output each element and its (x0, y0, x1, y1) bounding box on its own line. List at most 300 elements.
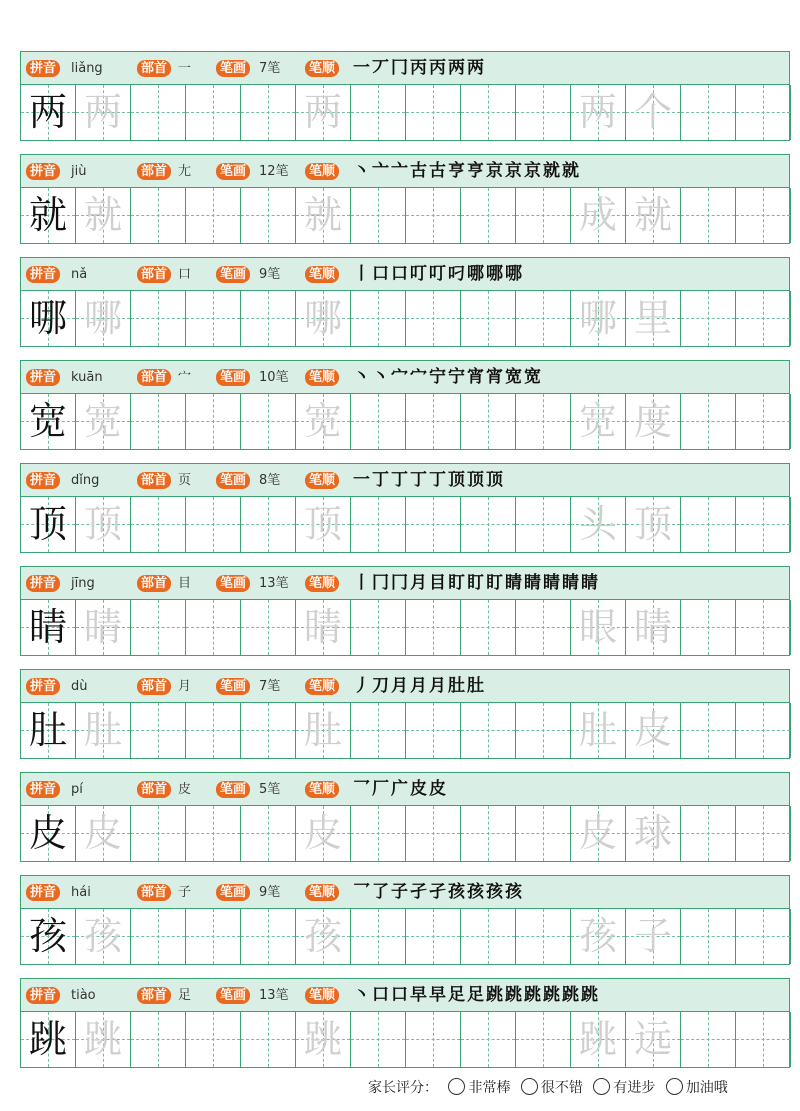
radio-circle-icon[interactable] (593, 1078, 610, 1095)
radical-value: 月 (178, 679, 192, 694)
writing-cell[interactable] (571, 806, 626, 861)
writing-cell[interactable] (461, 291, 516, 346)
writing-cell[interactable] (571, 188, 626, 243)
radical-tag: 部首 (137, 60, 171, 77)
model-character: 宽 (28, 399, 67, 443)
writing-cell[interactable] (736, 497, 791, 552)
writing-cell[interactable] (296, 188, 351, 243)
stroke-step: 肚 (448, 676, 467, 696)
stroke-step: 亠 (391, 161, 410, 181)
radical-tag: 部首 (137, 472, 171, 489)
stroke-step: 丶 (353, 161, 372, 181)
writing-cell[interactable] (131, 188, 186, 243)
stroke-order-tag: 笔顺 (305, 266, 339, 283)
trace-character: 头 (578, 502, 617, 546)
character-block (20, 360, 790, 463)
stroke-order-tag: 笔顺 (305, 472, 339, 489)
stroke-order-sequence (353, 468, 505, 492)
writing-cell[interactable] (186, 703, 241, 758)
writing-cell[interactable] (461, 600, 516, 655)
writing-grid (20, 393, 790, 450)
character-info-header (20, 154, 790, 187)
writing-cell[interactable] (571, 497, 626, 552)
writing-cell[interactable] (21, 291, 76, 346)
writing-cell[interactable] (516, 291, 571, 346)
writing-cell[interactable] (241, 1012, 296, 1067)
writing-cell[interactable] (296, 600, 351, 655)
writing-cell[interactable] (571, 600, 626, 655)
pinyin-value: liǎng (71, 61, 103, 76)
writing-cell[interactable] (406, 600, 461, 655)
character-info-header (20, 360, 790, 393)
writing-cell[interactable] (626, 909, 681, 964)
writing-cell[interactable] (21, 600, 76, 655)
model-character: 顶 (28, 502, 67, 546)
trace-character: 跳 (303, 1017, 342, 1061)
writing-cell[interactable] (461, 909, 516, 964)
writing-cell[interactable] (241, 85, 296, 140)
stroke-step: 冂 (372, 573, 391, 593)
writing-cell[interactable] (21, 85, 76, 140)
character-block (20, 669, 790, 772)
writing-cell[interactable] (186, 909, 241, 964)
stroke-step: 睛 (562, 573, 581, 593)
radical-value: 一 (178, 61, 192, 76)
writing-cell[interactable] (296, 1012, 351, 1067)
writing-cell[interactable] (76, 394, 131, 449)
trace-character: 度 (633, 399, 672, 443)
stroke-order-tag: 笔顺 (305, 60, 339, 77)
pinyin-tag: 拼音 (26, 472, 60, 489)
writing-cell[interactable] (681, 1012, 736, 1067)
writing-cell[interactable] (571, 703, 626, 758)
writing-cell[interactable] (626, 85, 681, 140)
writing-cell[interactable] (406, 806, 461, 861)
writing-cell[interactable] (736, 600, 791, 655)
writing-cell[interactable] (516, 703, 571, 758)
trace-character: 皮 (578, 811, 617, 855)
stroke-step: 口 (391, 985, 410, 1005)
stroke-order-tag: 笔顺 (305, 369, 339, 386)
trace-character: 就 (303, 193, 342, 237)
stroke-step: 跳 (543, 985, 562, 1005)
writing-cell[interactable] (406, 1012, 461, 1067)
trace-character: 就 (633, 193, 672, 237)
writing-cell[interactable] (681, 85, 736, 140)
writing-cell[interactable] (571, 1012, 626, 1067)
writing-cell[interactable] (571, 85, 626, 140)
writing-cell[interactable] (241, 600, 296, 655)
writing-cell[interactable] (186, 497, 241, 552)
stroke-step: 宁 (448, 367, 467, 387)
stroke-count-value: 13笔 (259, 988, 289, 1003)
writing-cell[interactable] (626, 1012, 681, 1067)
character-info-header (20, 875, 790, 908)
writing-cell[interactable] (186, 806, 241, 861)
writing-grid (20, 187, 790, 244)
writing-cell[interactable] (571, 394, 626, 449)
stroke-order-sequence (353, 983, 600, 1007)
writing-cell[interactable] (241, 291, 296, 346)
writing-cell[interactable] (516, 909, 571, 964)
writing-cell[interactable] (681, 188, 736, 243)
writing-cell[interactable] (626, 188, 681, 243)
pinyin-tag: 拼音 (26, 781, 60, 798)
trace-character: 个 (633, 90, 672, 134)
stroke-step: 盯 (448, 573, 467, 593)
stroke-step: 孩 (448, 882, 467, 902)
writing-cell[interactable] (296, 806, 351, 861)
writing-cell[interactable] (186, 394, 241, 449)
radical-tag: 部首 (137, 987, 171, 1004)
trace-character: 里 (633, 296, 672, 340)
writing-grid (20, 290, 790, 347)
writing-grid (20, 599, 790, 656)
model-character: 就 (28, 193, 67, 237)
writing-cell[interactable] (131, 394, 186, 449)
writing-cell[interactable] (626, 497, 681, 552)
writing-cell[interactable] (241, 497, 296, 552)
stroke-order-sequence (353, 159, 581, 183)
writing-cell[interactable] (626, 703, 681, 758)
writing-cell[interactable] (516, 85, 571, 140)
writing-cell[interactable] (296, 497, 351, 552)
stroke-step: 宽 (505, 367, 524, 387)
character-info-header (20, 463, 790, 496)
stroke-step: 叮 (429, 264, 448, 284)
pinyin-tag: 拼音 (26, 266, 60, 283)
writing-cell[interactable] (186, 188, 241, 243)
trace-character: 皮 (83, 811, 122, 855)
radical-tag: 部首 (137, 575, 171, 592)
stroke-step: 早 (429, 985, 448, 1005)
writing-cell[interactable] (461, 85, 516, 140)
writing-cell[interactable] (736, 291, 791, 346)
writing-cell[interactable] (76, 188, 131, 243)
writing-cell[interactable] (351, 85, 406, 140)
writing-cell[interactable] (76, 703, 131, 758)
writing-grid (20, 496, 790, 553)
stroke-step: 就 (543, 161, 562, 181)
writing-cell[interactable] (736, 1012, 791, 1067)
writing-cell[interactable] (21, 188, 76, 243)
writing-cell[interactable] (681, 600, 736, 655)
stroke-count-value: 8笔 (259, 473, 281, 488)
pinyin-tag: 拼音 (26, 884, 60, 901)
trace-character: 就 (83, 193, 122, 237)
writing-cell[interactable] (186, 291, 241, 346)
writing-cell[interactable] (516, 600, 571, 655)
radical-tag: 部首 (137, 884, 171, 901)
writing-cell[interactable] (186, 600, 241, 655)
writing-cell[interactable] (516, 394, 571, 449)
writing-cell[interactable] (626, 394, 681, 449)
writing-cell[interactable] (296, 291, 351, 346)
writing-cell[interactable] (131, 806, 186, 861)
radical-value: 页 (178, 473, 192, 488)
writing-cell[interactable] (626, 806, 681, 861)
parent-rating (368, 1077, 728, 1097)
character-block (20, 463, 790, 566)
writing-cell[interactable] (296, 85, 351, 140)
stroke-step: 了 (372, 882, 391, 902)
trace-character: 两 (578, 90, 617, 134)
stroke-step: 口 (391, 264, 410, 284)
character-info-header (20, 772, 790, 805)
character-block (20, 772, 790, 875)
writing-cell[interactable] (76, 497, 131, 552)
stroke-step: 月 (391, 676, 410, 696)
writing-cell[interactable] (736, 806, 791, 861)
trace-character: 眼 (578, 605, 617, 649)
writing-cell[interactable] (571, 909, 626, 964)
stroke-step: 乛 (353, 779, 372, 799)
trace-character: 宽 (83, 399, 122, 443)
writing-cell[interactable] (736, 703, 791, 758)
writing-cell[interactable] (516, 497, 571, 552)
trace-character: 宽 (303, 399, 342, 443)
stroke-count-value: 13笔 (259, 576, 289, 591)
model-character: 皮 (28, 811, 67, 855)
worksheet (20, 51, 790, 1081)
stroke-step: 月 (429, 676, 448, 696)
stroke-step: 丨 (353, 264, 372, 284)
stroke-step: 就 (562, 161, 581, 181)
model-character: 跳 (28, 1017, 67, 1061)
stroke-order-tag: 笔顺 (305, 987, 339, 1004)
pinyin-value: jiù (71, 164, 87, 179)
stroke-step: 冂 (391, 58, 410, 78)
stroke-step: 京 (524, 161, 543, 181)
writing-cell[interactable] (21, 909, 76, 964)
writing-cell[interactable] (351, 806, 406, 861)
stroke-order-sequence (353, 571, 600, 595)
stroke-order-sequence (353, 674, 486, 698)
writing-cell[interactable] (351, 909, 406, 964)
writing-cell[interactable] (131, 497, 186, 552)
character-block (20, 978, 790, 1081)
writing-cell[interactable] (131, 85, 186, 140)
rating-option-improving[interactable]: 有进步 (593, 1077, 655, 1097)
writing-cell[interactable] (351, 394, 406, 449)
writing-cell[interactable] (21, 497, 76, 552)
writing-cell[interactable] (76, 600, 131, 655)
character-block (20, 154, 790, 257)
stroke-step: 丁 (391, 470, 410, 490)
trace-character: 成 (578, 193, 617, 237)
writing-cell[interactable] (131, 600, 186, 655)
radio-circle-icon[interactable] (666, 1078, 683, 1095)
writing-cell[interactable] (21, 806, 76, 861)
stroke-step: 丁 (429, 470, 448, 490)
trace-character: 睛 (303, 605, 342, 649)
stroke-step: 一 (353, 58, 372, 78)
writing-cell[interactable] (241, 806, 296, 861)
rating-option-keep-going[interactable]: 加油哦 (666, 1077, 728, 1097)
trace-character: 睛 (83, 605, 122, 649)
trace-character: 两 (303, 90, 342, 134)
writing-cell[interactable] (351, 188, 406, 243)
rating-option-very-good[interactable]: 很不错 (521, 1077, 583, 1097)
writing-cell[interactable] (736, 909, 791, 964)
stroke-count-tag: 笔画 (216, 884, 250, 901)
writing-cell[interactable] (406, 188, 461, 243)
stroke-order-tag: 笔顺 (305, 884, 339, 901)
writing-cell[interactable] (516, 806, 571, 861)
writing-cell[interactable] (736, 394, 791, 449)
writing-cell[interactable] (461, 394, 516, 449)
writing-cell[interactable] (76, 806, 131, 861)
radio-circle-icon[interactable] (448, 1078, 465, 1095)
stroke-count-tag: 笔画 (216, 369, 250, 386)
trace-character: 宽 (578, 399, 617, 443)
writing-cell[interactable] (406, 909, 461, 964)
pinyin-tag: 拼音 (26, 987, 60, 1004)
pinyin-tag: 拼音 (26, 163, 60, 180)
stroke-step: 哪 (505, 264, 524, 284)
trace-character: 皮 (303, 811, 342, 855)
writing-cell[interactable] (626, 291, 681, 346)
stroke-step: 丨 (353, 573, 372, 593)
writing-cell[interactable] (406, 703, 461, 758)
writing-cell[interactable] (681, 497, 736, 552)
radio-circle-icon[interactable] (521, 1078, 538, 1095)
model-character: 肚 (28, 708, 67, 752)
writing-cell[interactable] (351, 497, 406, 552)
writing-cell[interactable] (681, 394, 736, 449)
stroke-step: 跳 (524, 985, 543, 1005)
radical-value: 子 (178, 885, 192, 900)
writing-cell[interactable] (76, 291, 131, 346)
stroke-step: 孑 (429, 882, 448, 902)
writing-cell[interactable] (626, 600, 681, 655)
writing-cell[interactable] (76, 85, 131, 140)
writing-cell[interactable] (296, 394, 351, 449)
stroke-step: 宵 (486, 367, 505, 387)
radical-tag: 部首 (137, 266, 171, 283)
writing-cell[interactable] (406, 85, 461, 140)
writing-cell[interactable] (351, 703, 406, 758)
pinyin-tag: 拼音 (26, 60, 60, 77)
trace-character: 跳 (578, 1017, 617, 1061)
rating-option-excellent[interactable]: 非常棒 (448, 1077, 510, 1097)
stroke-step: 丙 (429, 58, 448, 78)
writing-cell[interactable] (461, 497, 516, 552)
stroke-step: 睛 (581, 573, 600, 593)
writing-cell[interactable] (131, 1012, 186, 1067)
writing-cell[interactable] (736, 188, 791, 243)
pinyin-tag: 拼音 (26, 575, 60, 592)
trace-character: 顶 (303, 502, 342, 546)
writing-cell[interactable] (681, 806, 736, 861)
stroke-step: 皮 (429, 779, 448, 799)
writing-cell[interactable] (406, 291, 461, 346)
writing-cell[interactable] (681, 703, 736, 758)
writing-cell[interactable] (571, 291, 626, 346)
writing-cell[interactable] (76, 909, 131, 964)
writing-cell[interactable] (296, 703, 351, 758)
writing-cell[interactable] (241, 909, 296, 964)
writing-cell[interactable] (461, 703, 516, 758)
writing-cell[interactable] (131, 703, 186, 758)
trace-character: 肚 (578, 708, 617, 752)
writing-cell[interactable] (461, 1012, 516, 1067)
writing-cell[interactable] (131, 291, 186, 346)
writing-cell[interactable] (736, 85, 791, 140)
stroke-step: 京 (505, 161, 524, 181)
writing-cell[interactable] (461, 188, 516, 243)
pinyin-value: kuān (71, 370, 103, 385)
radical-value: 尢 (178, 164, 192, 179)
stroke-order-sequence (353, 56, 486, 80)
stroke-step: 亠 (372, 161, 391, 181)
stroke-count-tag: 笔画 (216, 472, 250, 489)
trace-character: 跳 (83, 1017, 122, 1061)
writing-cell[interactable] (681, 291, 736, 346)
stroke-step: 足 (467, 985, 486, 1005)
writing-cell[interactable] (21, 703, 76, 758)
writing-cell[interactable] (351, 291, 406, 346)
trace-character: 顶 (83, 502, 122, 546)
stroke-count-tag: 笔画 (216, 678, 250, 695)
stroke-step: 丙 (410, 58, 429, 78)
pinyin-value: tiào (71, 988, 96, 1003)
writing-cell[interactable] (681, 909, 736, 964)
trace-character: 孩 (83, 914, 122, 958)
writing-cell[interactable] (76, 1012, 131, 1067)
stroke-step: 早 (410, 985, 429, 1005)
writing-cell[interactable] (461, 806, 516, 861)
stroke-step: 丁 (410, 470, 429, 490)
radical-value: 宀 (178, 370, 192, 385)
writing-cell[interactable] (21, 1012, 76, 1067)
writing-grid (20, 805, 790, 862)
writing-cell[interactable] (241, 394, 296, 449)
stroke-step: 肚 (467, 676, 486, 696)
stroke-step: 盯 (467, 573, 486, 593)
writing-cell[interactable] (131, 909, 186, 964)
writing-cell[interactable] (21, 394, 76, 449)
writing-cell[interactable] (406, 497, 461, 552)
writing-cell[interactable] (186, 85, 241, 140)
stroke-step: 叮 (410, 264, 429, 284)
writing-cell[interactable] (516, 188, 571, 243)
radical-tag: 部首 (137, 369, 171, 386)
stroke-step: 古 (429, 161, 448, 181)
writing-cell[interactable] (241, 188, 296, 243)
stroke-step: 跳 (562, 985, 581, 1005)
stroke-order-sequence (353, 262, 524, 286)
writing-cell[interactable] (516, 1012, 571, 1067)
writing-cell[interactable] (406, 394, 461, 449)
writing-cell[interactable] (186, 1012, 241, 1067)
writing-cell[interactable] (351, 1012, 406, 1067)
stroke-step: 月 (410, 573, 429, 593)
trace-character: 孩 (303, 914, 342, 958)
stroke-count-tag: 笔画 (216, 60, 250, 77)
stroke-order-sequence (353, 880, 524, 904)
writing-grid (20, 908, 790, 965)
stroke-step: 跳 (581, 985, 600, 1005)
radical-value: 足 (178, 988, 192, 1003)
writing-cell[interactable] (351, 600, 406, 655)
stroke-step: 丆 (372, 58, 391, 78)
stroke-step: 京 (486, 161, 505, 181)
writing-cell[interactable] (296, 909, 351, 964)
writing-cell[interactable] (241, 703, 296, 758)
pinyin-value: dù (71, 679, 88, 694)
radical-tag: 部首 (137, 163, 171, 180)
